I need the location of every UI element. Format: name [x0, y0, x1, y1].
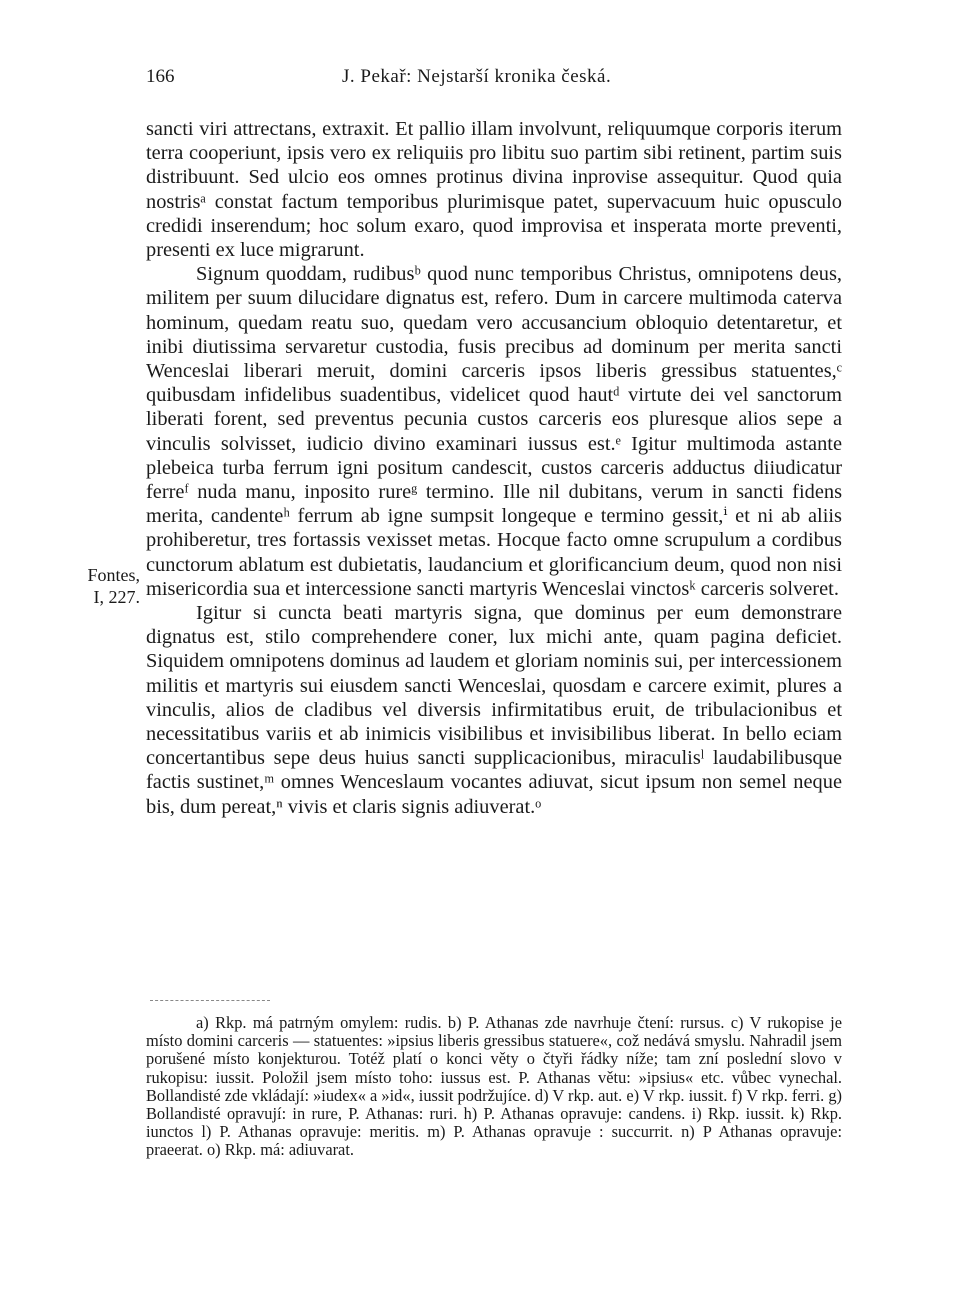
paragraph-2: Signum quoddam, rudibusᵇ quod nunc temporibus Christus, omnipotens deus, militem per suum dilucidare dignatus est, refero. Dum in carcere multimoda caterva hominum, quedam reatu suo, quedam vero accusancium obloquio detentaretur, et inibi diutissima servaretur custodia, fusis precibus ad dominum per merita sancti Wenceslai liberari meruit, domini carceris ipsos liberis gressibus statuentes,ᶜ quibusdam infidelibus suadentibus, videlicet quod hautᵈ virtute dei vel sanctorum liberati forent, sed preventus pecunia custos carceris eos pluresque alios sepe a vinculis solvisset, iudicio divino examinari iussus est.ᵉ Igitur multimoda astante plebeica turba ferrum igni positum candescit, custos carceris adductus diiudicatur ferreᶠ nuda manu, inposito rureᵍ termino. Ille nil dubitans, verum in sancti fidens merita, candenteʰ ferrum ab igne sumpsit longeque e termino gessit,ⁱ et ni ab aliis prohiberetur, tres fortassis vexisset metas. Hocque facto omne scrupulum a cordibus cunctorum ablatum est dubietatis, laudancium et glorificancium deum, quod non nisi misericordia sua et intercessione sancti martyris Wenceslai vinctosᵏ carceris solveret. — [146, 263, 842, 600]
footnote-divider — [150, 1000, 270, 1001]
paragraph-1: sancti viri attrectans, extraxit. Et pallio illam involvunt, reliquumque corporis iterum terra cooperiunt, ipsis vero ex reliquiis pro libitu suo partim sibi retinent, partim suis distribuunt. Sed ulcio eos omnes protinus divina inprovise assequitur. Quod quia nostrisᵃ constat factum temporibus plurimisque patet, supervacuum huic opusculo credidi inserendum; hoc solum exaro, quod improvisa et insperata morte preventi, presenti ex luce migrarunt. — [146, 118, 842, 262]
page-number: 166 — [146, 66, 175, 87]
running-head: J. Pekař: Nejstarší kronika česká. — [342, 66, 612, 87]
paragraph-3: Igitur si cuncta beati martyris signa, que dominus per eum demonstrare dignatus est, stilo comprehendere coner, lux michi ante, quam pagina deficiet. Siquidem omnipotens dominus ad laudem et gloriam nominis sui, per intercessionem militis et martyris sui eiusdem sancti Wenceslai, quosdam e carcere eximit, plures a vinculis, alios de cladibus vel diversis infirmitatibus eruit, de tribulacionibus et necessitatibus variis et ab inimicis visibilibus et invisibilibus liberat. In bello eciam concertantibus sepe deus huius sancti supplicacionibus, miraculisˡ laudabilibusque factis sustinet,ᵐ omnes Wenceslaum vocantes adiuvat, sicut ipsum non semel neque bis, dum pereat,ⁿ vivis et claris signis adiuverat.ᵒ — [146, 602, 842, 818]
main-text — [146, 117, 842, 819]
marginal-note-line-1: Fontes, — [87, 565, 140, 585]
marginal-source-reference — [60, 564, 140, 608]
page-header — [146, 66, 842, 90]
footnotes-text: a) Rkp. má patrným omylem: rudis. b) P. Athanas zde navrhuje čtení: rursus. c) V rukopise je místo domini carceris — statuentes: »ipsius liberis gressibus statuere«, což nedává smyslu. Nahradil jsem porušené místo konjekturou. Totéž platí o konci věty o čtyři řádky níže; tam zní poslední slovo v rukopisu: iussit. Položil jsem místo toho: iussus est. P. Athanas větu: »ipsius« etc. vůbec vynechal. Bollandisté zde vkládají: »iudex« a »id«, iussit podržujíce. d) V rkp. aut. e) V rkp. iussit. f) V rkp. ferri. g) Bollandisté opravují: in rure, P. Athanas: ruri. h) P. Athanas opravuje: candens. i) Rkp. iussit. k) Rkp. iunctos l) P. Athanas opravuje: meritis. m) P. Athanas opravuje : succurrit. n) P Athanas opravuje: praeerat. o) Rkp. má: adiuvarat. — [146, 1013, 842, 1160]
marginal-note-line-2: I, 227. — [93, 587, 140, 607]
footnotes — [146, 1014, 842, 1160]
